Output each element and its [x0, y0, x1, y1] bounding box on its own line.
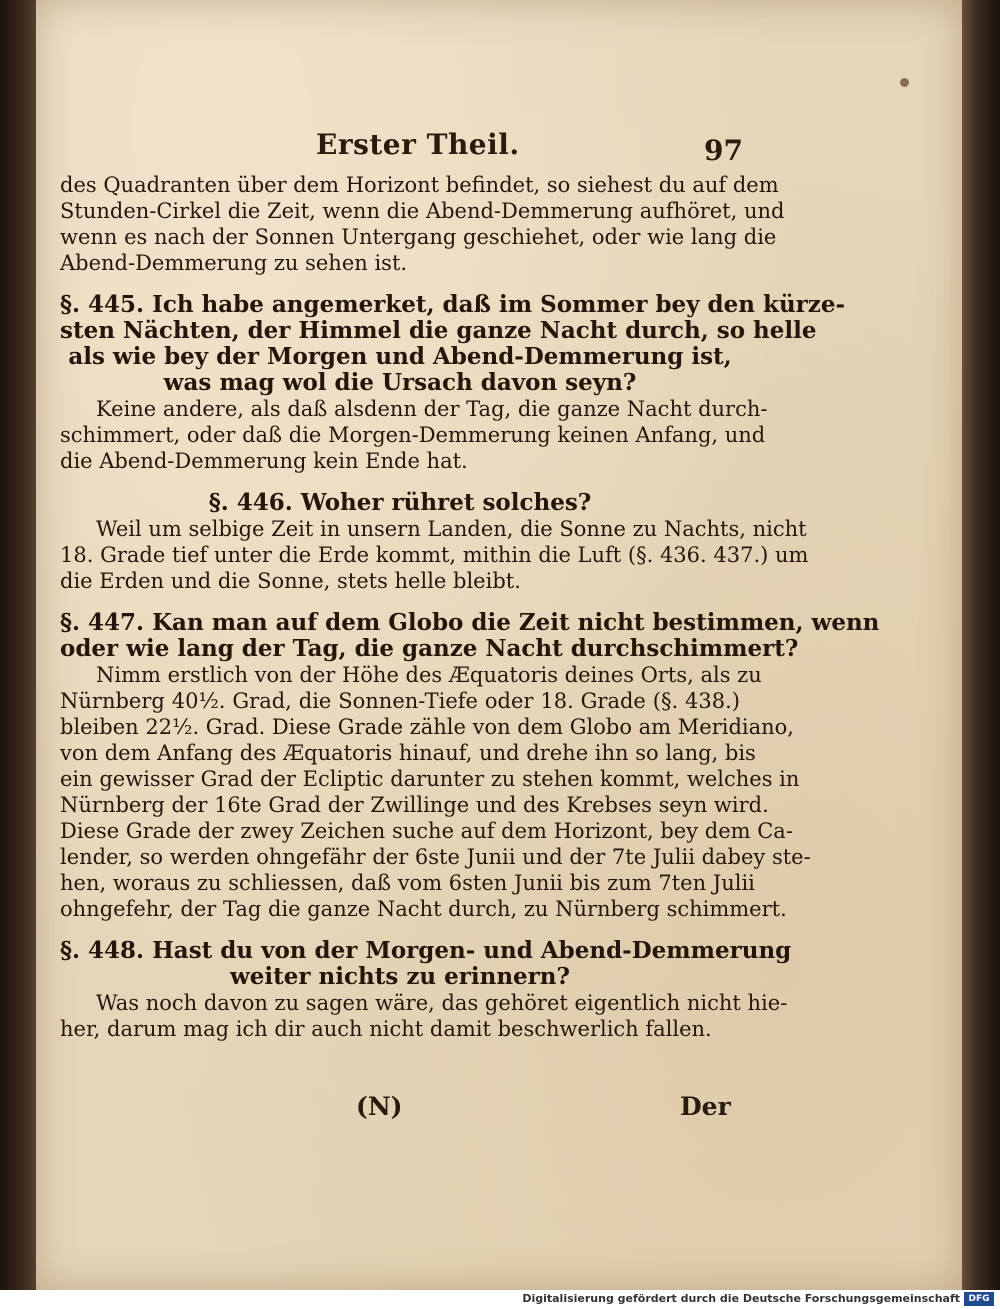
digitization-footer — [0, 1290, 1000, 1309]
ink-spot — [900, 78, 909, 87]
dfg-logo: DFG — [964, 1292, 994, 1306]
book-binding-left — [0, 0, 38, 1290]
signature-mark: (N) — [356, 1092, 403, 1121]
paragraph-gap — [60, 594, 740, 610]
text-line: hen, woraus zu schliessen, daß vom 6sten Junii bis zum 7ten Julii — [60, 871, 755, 895]
paragraph-gap — [60, 474, 740, 490]
text-line: die Erden und die Sonne, stets helle bleibt. — [60, 569, 521, 593]
text-line: des Quadranten über dem Horizont befindet, so siehest du auf dem — [60, 173, 779, 197]
text-line: her, darum mag ich dir auch nicht damit beschwerlich fallen. — [60, 1017, 712, 1041]
book-binding-right — [960, 0, 1000, 1290]
text-line: Weil um selbige Zeit in unsern Landen, die Sonne zu Nachts, nicht — [96, 517, 807, 541]
question-line: §. 446. Woher rühret solches? — [208, 489, 592, 516]
paragraph-gap — [60, 276, 740, 292]
book-page — [36, 0, 962, 1290]
text-line: Was noch davon zu sagen wäre, das gehöret eigentlich nicht hie- — [96, 991, 788, 1015]
paragraph-gap — [60, 922, 740, 938]
text-line: Nürnberg der 16te Grad der Zwillinge und des Krebses seyn wird. — [60, 793, 769, 817]
text-line: Diese Grade der zwey Zeichen suche auf dem Horizont, bey dem Ca- — [60, 819, 793, 843]
question-line: oder wie lang der Tag, die ganze Nacht durchschimmert? — [60, 635, 799, 662]
text-line: ein gewisser Grad der Ecliptic darunter zu stehen kommt, welches in — [60, 767, 800, 791]
question-line: als wie bey der Morgen und Abend-Demmerung ist, — [68, 343, 732, 370]
text-line: schimmert, oder daß die Morgen-Demmerung keinen Anfang, und — [60, 423, 766, 447]
text-line: die Abend-Demmerung kein Ende hat. — [60, 449, 468, 473]
text-line: bleiben 22½. Grad. Diese Grade zähle von dem Globo am Meridiano, — [60, 715, 794, 739]
catchword: Der — [680, 1092, 731, 1121]
question-line: §. 445. Ich habe angemerket, daß im Sommer bey den kürze- — [60, 291, 846, 318]
text-line: 18. Grade tief unter die Erde kommt, mithin die Luft (§. 436. 437.) um — [60, 543, 809, 567]
text-line: Keine andere, als daß alsdenn der Tag, die ganze Nacht durch- — [96, 397, 768, 421]
question-line: §. 447. Kan man auf dem Globo die Zeit nicht bestimmen, wenn — [60, 609, 880, 636]
text-line: Nimm erstlich von der Höhe des Æquatoris deines Orts, als zu — [96, 663, 762, 687]
footer-credit: Digitalisierung gefördert durch die Deutsche Forschungsgemeinschaft — [522, 1292, 960, 1305]
question-line: sten Nächten, der Himmel die ganze Nacht durch, so helle — [60, 317, 817, 344]
text-line: Abend-Demmerung zu sehen ist. — [60, 251, 408, 275]
question-line: weiter nichts zu erinnern? — [230, 963, 570, 990]
question-line: was mag wol die Ursach davon seyn? — [163, 369, 637, 396]
text-line: Stunden-Cirkel die Zeit, wenn die Abend-Demmerung aufhöret, und — [60, 199, 785, 223]
text-line: von dem Anfang des Æquatoris hinauf, und drehe ihn so lang, bis — [60, 741, 756, 765]
running-head — [36, 128, 962, 168]
text-line: ohngefehr, der Tag die ganze Nacht durch, zu Nürnberg schimmert. — [60, 897, 787, 921]
question-line: §. 448. Hast du von der Morgen- und Abend-Demmerung — [60, 937, 792, 964]
text-line: lender, so werden ohngefähr der 6ste Junii und der 7te Julii dabey ste- — [60, 845, 811, 869]
text-line: Nürnberg 40½. Grad, die Sonnen-Tiefe oder 18. Grade (§. 438.) — [60, 689, 740, 713]
running-head-title: Erster Theil. — [316, 128, 520, 161]
page-number: 97 — [704, 134, 743, 167]
page-text-block — [60, 172, 880, 1042]
text-line: wenn es nach der Sonnen Untergang geschiehet, oder wie lang die — [60, 225, 777, 249]
